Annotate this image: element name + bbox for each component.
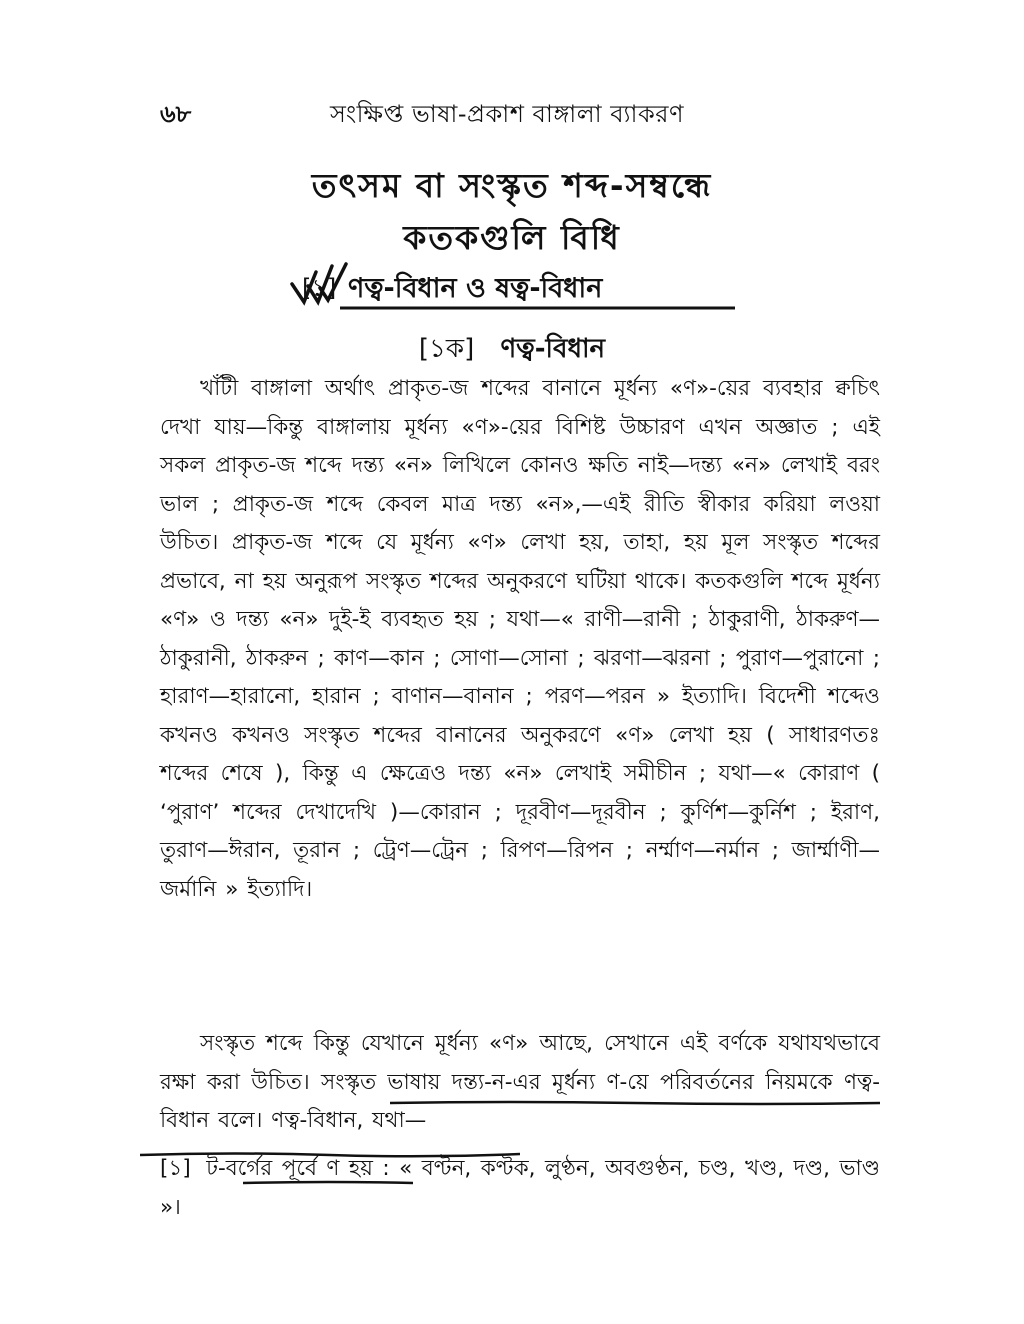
- rule-number: [১]: [160, 1156, 191, 1181]
- subsection-heading: [0, 328, 1024, 372]
- rule-text: ট-বর্গের পূর্বে ণ হয় : « বণ্টন, কণ্টক, লুণ্ঠন, অবগুণ্ঠন, চণ্ড, খণ্ড, দণ্ড, ভাণ্ড »।: [160, 1156, 880, 1220]
- running-header: [160, 96, 880, 136]
- paragraph-2: সংস্কৃত শব্দে কিন্তু যেখানে মূর্ধন্য «ণ» আছে, সেখানে এই বর্ণকে যথাযথভাবে রক্ষা করা উচিত। সংস্কৃত ভাষায় দন্ত্য-ন-এর মূর্ধন্য ণ-য়ে পরিবর্তনের নিয়মকে ণত্ব-বিধান বলে। ণত্ব-বিধান, যথা—: [160, 1031, 880, 1133]
- book-title: সংক্ষিপ্ত ভাষা-প্রকাশ বাঙ্গালা ব্যাকরণ: [330, 100, 684, 128]
- chapter-heading-line-2: কতকগুলি বিধি: [403, 218, 621, 257]
- section-heading: [290, 268, 810, 318]
- page-number: ৬৮: [160, 100, 192, 128]
- section-number: [১]: [302, 274, 337, 302]
- paragraph-1: খাঁটী বাঙ্গালা অর্থাৎ প্রাকৃত-জ শব্দের বানানে মূর্ধন্য «ণ»-য়ের ব্যবহার ক্বচিৎ দেখা যায়—কিন্তু বাঙ্গালায় মূর্ধন্য «ণ»-য়ের বিশিষ্ট উচ্চারণ এখন অজ্ঞাত ; এই সকল প্রাকৃত-জ শব্দে দন্ত্য «ন» লিখিলে কোনও ক্ষতি নাই—দন্ত্য «ন» লেখাই বরং ভাল ; প্রাকৃত-জ শব্দে কেবল মাত্র দন্ত্য «ন»,—এই রীতি স্বীকার করিয়া লওয়া উচিত। প্রাকৃত-জ শব্দে যে মূর্ধন্য «ণ» লেখা হয়, তাহা, হয় মূল সংস্কৃত শব্দের প্রভাবে, না হয় অনুরূপ সংস্কৃত শব্দের অনুকরণে ঘটিয়া থাকে। কতকগুলি শব্দে মূর্ধন্য «ণ» ও দন্ত্য «ন» দুই-ই ব্যবহৃত হয় ; যথা—« রাণী—রানী ; ঠাকুরাণী, ঠাকরুণ—ঠাকুরানী, ঠাকরুন ; কাণ—কান ; সোণা—সোনা ; ঝরণা—ঝরনা ; পুরাণ—পুরানো ; হারাণ—হারানো, হারান ; বাণান—বানান ; পরণ—পরন » ইত্যাদি। বিদেশী শব্দেও কখনও কখনও সংস্কৃত শব্দের বানানের অনুকরণে «ণ» লেখা হয় ( সাধারণতঃ শব্দের শেষে ), কিন্তু এ ক্ষেত্রেও দন্ত্য «ন» লেখাই সমীচীন ; যথা—« কোরাণ ( ‘পুরাণ’ শব্দের দেখাদেখি )—কোরান ; দূরবীণ—দূরবীন ; কুর্ণিশ—কুর্নিশ ; ইরাণ, তুরাণ—ঈরান, তূরান ; ট্রেণ—ট্রেন ; রিপণ—রিপন ; নর্ম্মাণ—নর্মান ; জার্ম্মাণী—জর্মানি » ইত্যাদি।: [160, 376, 880, 902]
- subsection-number: [১ক]: [418, 334, 475, 364]
- chapter-heading-line-1: তৎসম বা সংস্কৃত শব্দ-সম্বন্ধে: [311, 166, 713, 205]
- handwritten-underline: [340, 306, 735, 310]
- rule-1: [160, 1150, 880, 1227]
- section-title: ণত্ব-বিধান ও ষত্ব-বিধান: [348, 273, 603, 304]
- subsection-title: ণত্ব-বিধান: [500, 334, 606, 364]
